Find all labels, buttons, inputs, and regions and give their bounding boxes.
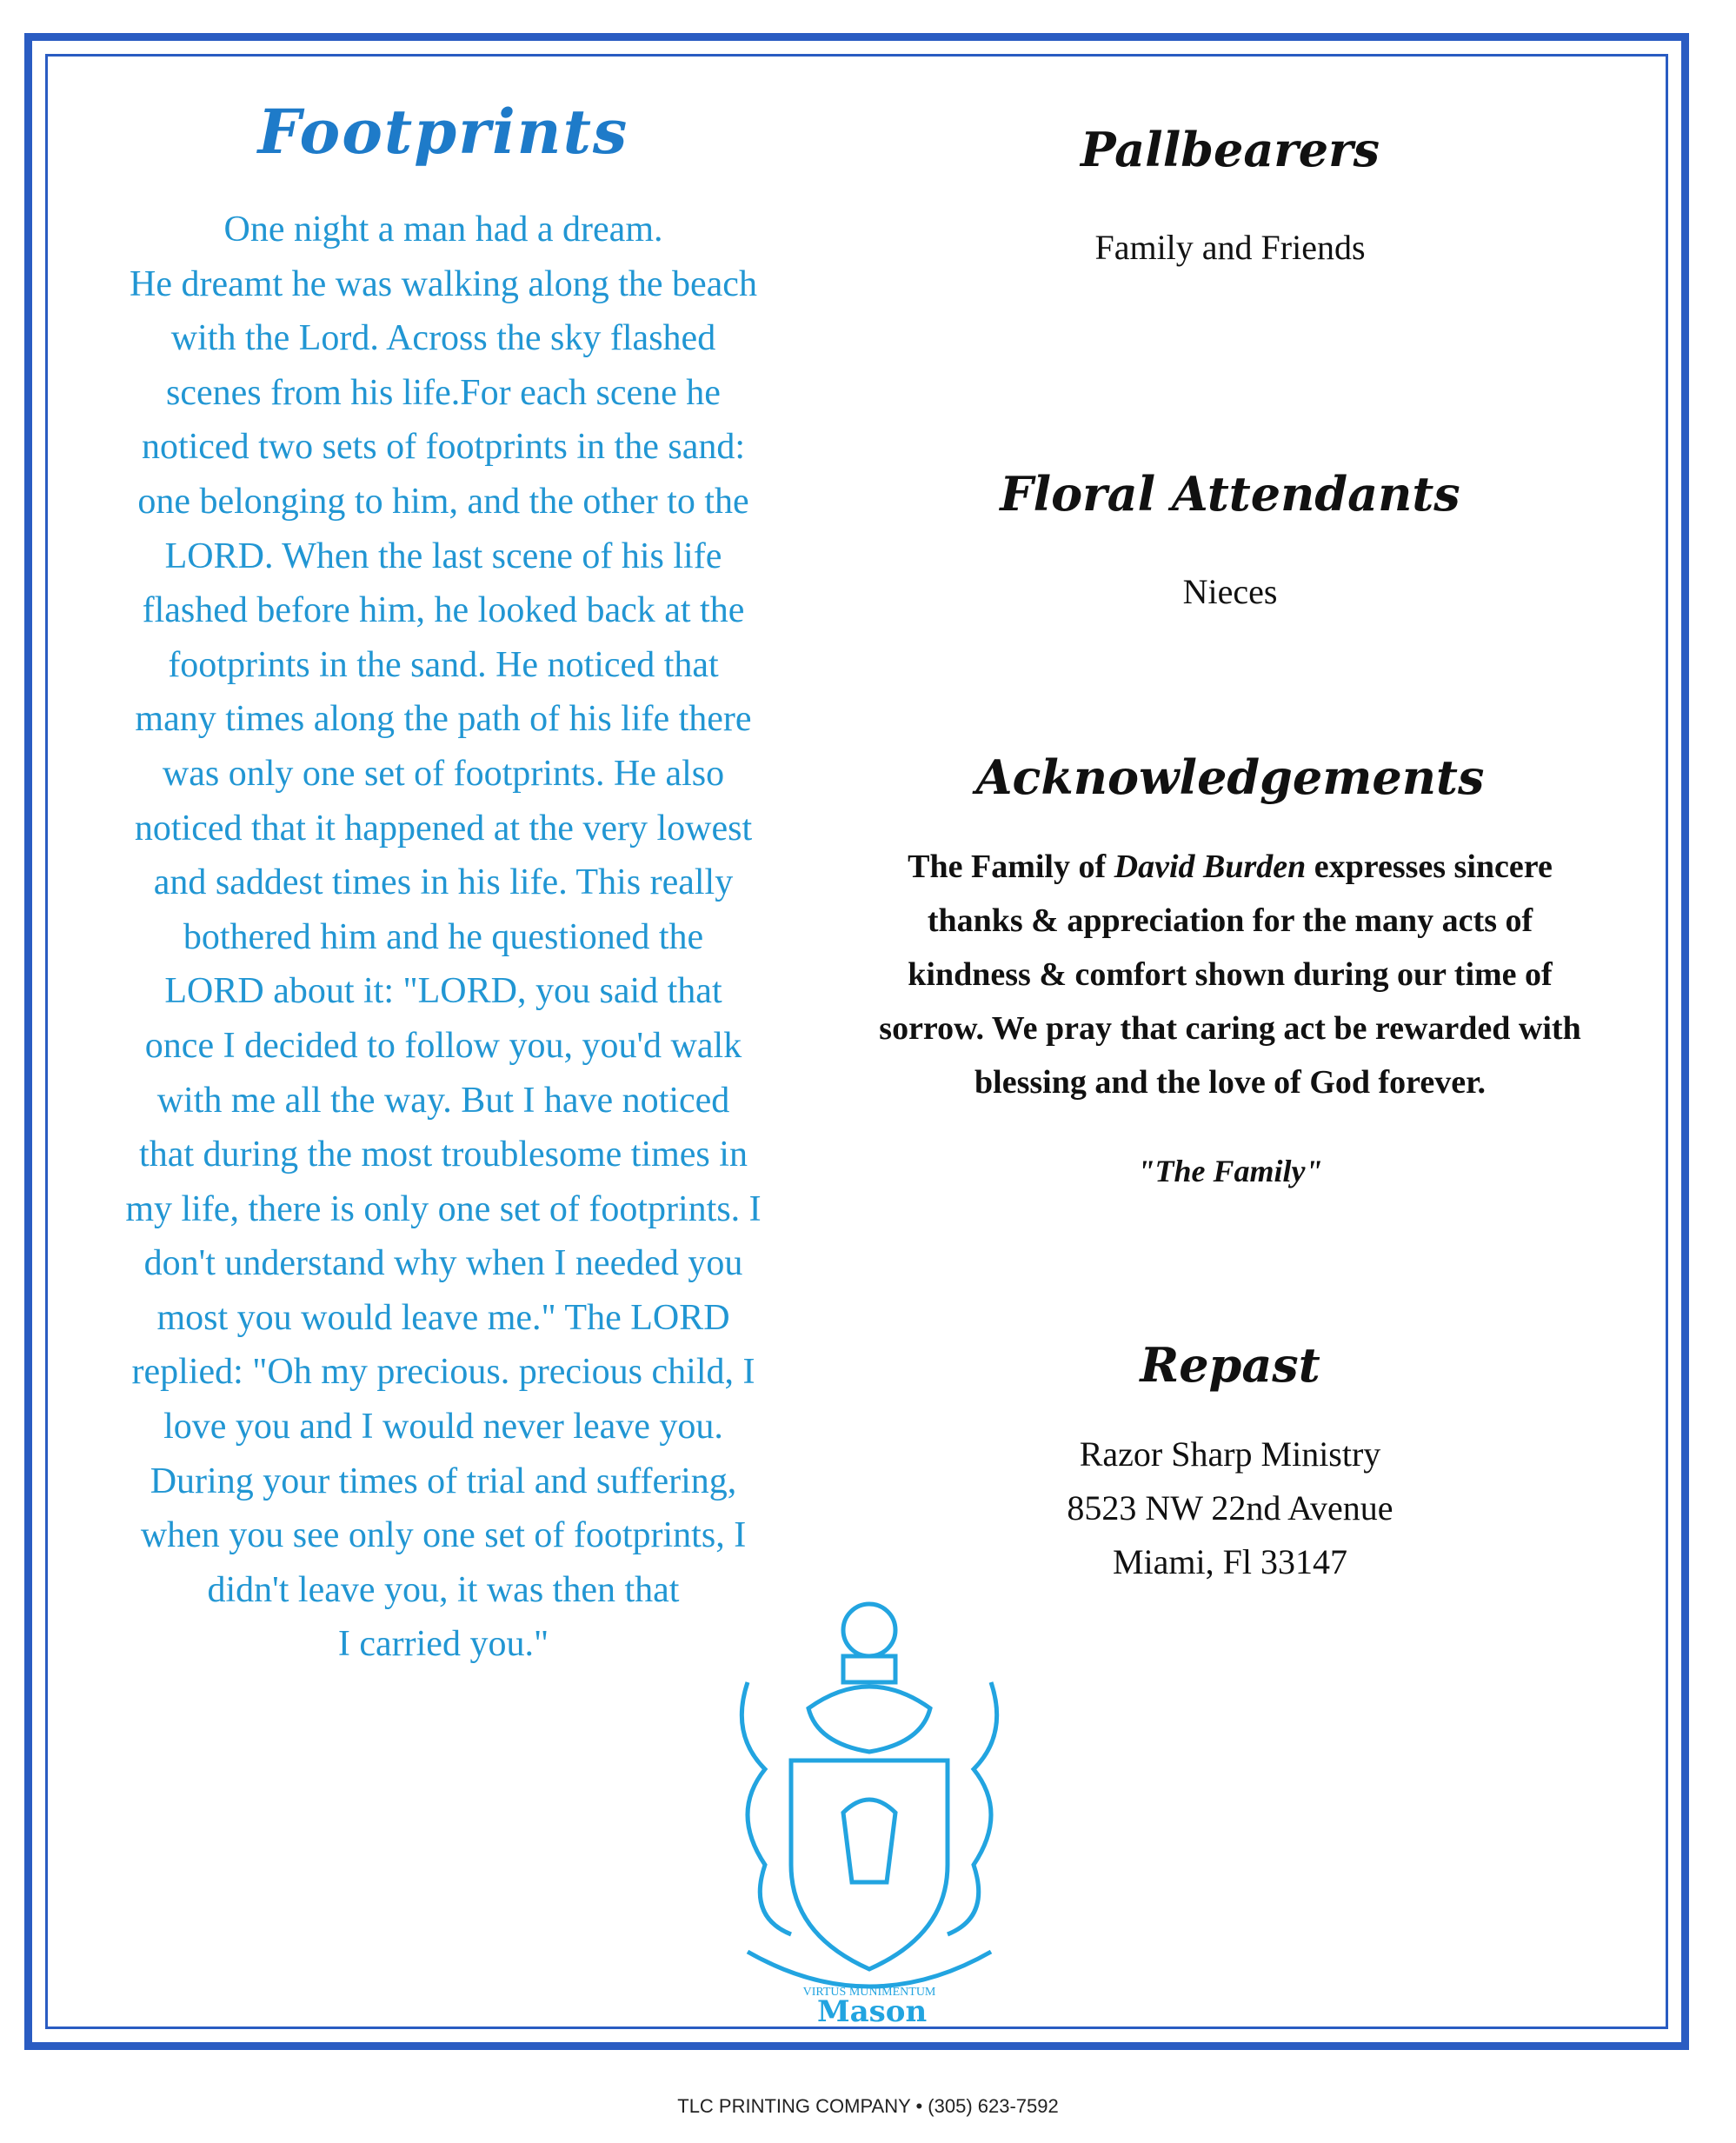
ack-post: expresses sincere <box>1306 849 1553 885</box>
poem-line: flashed before him, he looked back at the <box>142 590 745 631</box>
poem-line: my life, there is only one set of footprints. I <box>125 1188 762 1229</box>
poem-line: During your times of trial and suffering, <box>150 1461 737 1501</box>
poem-line: He dreamt he was walking along the beach <box>130 263 757 304</box>
acknowledgements-heading: Acknowledgements <box>975 749 1485 805</box>
pallbearers-text: Family and Friends <box>1094 228 1366 267</box>
repast-city: Miami, Fl 33147 <box>1112 1542 1348 1581</box>
poem-line: noticed that it happened at the very lowest <box>134 808 753 849</box>
poem-line: One night a man had a dream. <box>223 210 663 250</box>
poem-line: scenes from his life.For each scene he <box>166 372 721 413</box>
ack-pre: The Family of <box>908 849 1114 885</box>
poem-line: didn't leave you, it was then that <box>207 1569 680 1610</box>
repast-heading: Repast <box>1140 1337 1320 1393</box>
poem-line: bothered him and he questioned the <box>183 916 704 957</box>
poem-line: once I decided to follow you, you'd walk <box>144 1025 742 1066</box>
poem-line: LORD. When the last scene of his life <box>164 536 722 576</box>
poem-line: replied: "Oh my precious. precious child, I <box>131 1352 755 1393</box>
coat-of-arms-icon <box>713 1587 1026 2030</box>
poem-line: I carried you." <box>337 1624 549 1665</box>
pallbearers-heading: Pallbearers <box>1081 122 1380 177</box>
acknowledgement-line: sorrow. We pray that caring act be rewarded with <box>879 1010 1581 1047</box>
acknowledgement-line: kindness & comfort shown during our time of <box>908 956 1553 993</box>
poem-line: was only one set of footprints. He also <box>162 753 725 794</box>
acknowledgement-line: thanks & appreciation for the many acts of <box>927 902 1533 939</box>
poem-line: that during the most troublesome times in <box>139 1135 748 1175</box>
poem-line: when you see only one set of footprints, I <box>140 1515 747 1556</box>
footprints-poem <box>70 203 817 1672</box>
deceased-name: David Burden <box>1114 849 1307 885</box>
repast-location: Razor Sharp Ministry <box>1079 1434 1381 1474</box>
printer-footer: TLC PRINTING COMPANY • (305) 623-7592 <box>677 2095 1059 2117</box>
floral-attendants-text: Nieces <box>1182 572 1278 611</box>
poem-line: with me all the way. But I have noticed <box>156 1080 730 1121</box>
floral-attendants-heading: Floral Attendants <box>1000 466 1460 522</box>
family-signature: "The Family" <box>1137 1154 1323 1188</box>
poem-line: and saddest times in his life. This really <box>153 862 734 903</box>
poem-line: most you would leave me." The LORD <box>156 1297 730 1338</box>
poem-line: LORD about it: "LORD, you said that <box>164 971 722 1012</box>
repast-address: 8523 NW 22nd Avenue <box>1067 1488 1393 1527</box>
details-column <box>839 96 1621 1589</box>
poem-line: one belonging to him, and the other to the <box>137 481 749 522</box>
crest-motto: VIRTUS MUNIMENTUM <box>802 1986 936 1999</box>
poem-line: noticed two sets of footprints in the sand: <box>141 427 746 468</box>
poem-line: don't understand why when I needed you <box>143 1243 743 1284</box>
crest-name: Mason <box>817 1994 928 2029</box>
poem-line: love you and I would never leave you. <box>163 1407 723 1448</box>
footprints-column <box>70 96 817 1672</box>
footprints-title: Footprints <box>257 96 629 168</box>
acknowledgement-line <box>839 840 1621 894</box>
poem-line: with the Lord. Across the sky flashed <box>170 318 716 359</box>
poem-line: footprints in the sand. He noticed that <box>168 644 719 685</box>
poem-line: many times along the path of his life there <box>135 699 752 740</box>
acknowledgement-line: blessing and the love of God forever. <box>974 1064 1486 1101</box>
